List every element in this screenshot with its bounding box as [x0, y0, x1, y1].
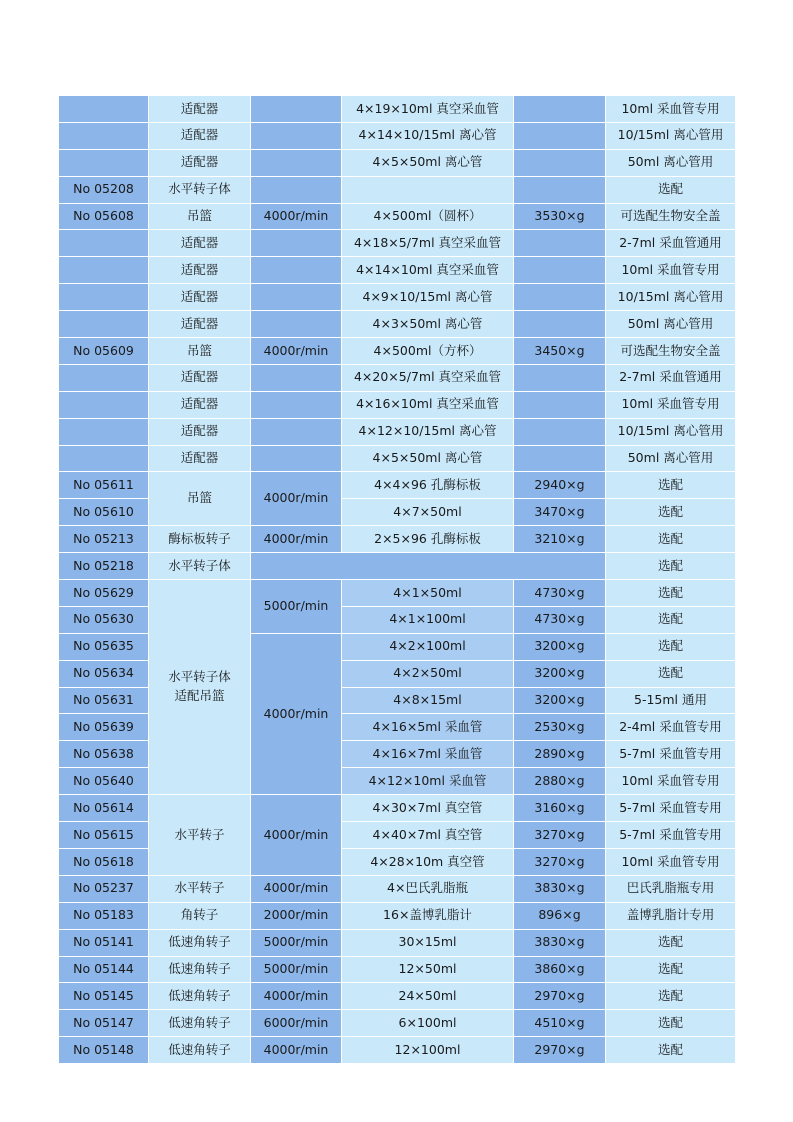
capacity-cell: 4×9×10/15ml 离心管	[342, 284, 514, 311]
capacity-cell: 4×1×50ml	[342, 580, 514, 607]
capacity-cell: 4×16×10ml 真空采血管	[342, 391, 514, 418]
capacity-cell: 4×12×10/15ml 离心管	[342, 418, 514, 445]
table-row	[59, 580, 736, 607]
capacity-cell: 4×5×50ml 离心管	[342, 149, 514, 176]
capacity-cell: 16×盖博乳脂计	[342, 902, 514, 929]
force-cell: 3270×g	[514, 822, 606, 849]
model-cell	[59, 364, 149, 391]
capacity-cell: 12×50ml	[342, 956, 514, 983]
force-cell	[514, 230, 606, 257]
capacity-cell: 4×1×100ml	[342, 606, 514, 633]
note-cell: 选配	[606, 176, 736, 203]
model-cell	[59, 149, 149, 176]
model-cell: No 05145	[59, 983, 149, 1010]
name-cell: 适配器	[149, 122, 251, 149]
model-cell: No 05614	[59, 795, 149, 822]
speed-cell: 4000r/min	[251, 203, 342, 230]
rotor-spec-table	[58, 95, 736, 1064]
note-cell: 选配	[606, 1010, 736, 1037]
model-cell: No 05631	[59, 687, 149, 714]
table-row	[59, 956, 736, 983]
name-cell: 水平转子体 适配吊篮	[149, 580, 251, 795]
capacity-cell: 4×2×50ml	[342, 660, 514, 687]
name-cell: 吊篮	[149, 472, 251, 526]
table-row	[59, 526, 736, 553]
note-cell: 10ml 采血管专用	[606, 768, 736, 795]
table-row	[59, 1037, 736, 1064]
speed-cell: 4000r/min	[251, 983, 342, 1010]
capacity-cell: 4×12×10ml 采血管	[342, 768, 514, 795]
table-row	[59, 795, 736, 822]
name-cell: 水平转子体	[149, 553, 251, 580]
capacity-cell: 4×14×10/15ml 离心管	[342, 122, 514, 149]
force-cell	[514, 122, 606, 149]
speed-cell	[251, 364, 342, 391]
table-row	[59, 338, 736, 365]
table-row	[59, 875, 736, 902]
note-cell: 10/15ml 离心管用	[606, 122, 736, 149]
force-cell: 3860×g	[514, 956, 606, 983]
model-cell	[59, 122, 149, 149]
model-cell: No 05618	[59, 848, 149, 875]
force-cell: 2940×g	[514, 472, 606, 499]
name-cell: 吊篮	[149, 338, 251, 365]
force-cell	[514, 391, 606, 418]
speed-cell: 4000r/min	[251, 526, 342, 553]
model-cell: No 05615	[59, 822, 149, 849]
model-cell: No 05208	[59, 176, 149, 203]
speed-cell: 5000r/min	[251, 929, 342, 956]
model-cell: No 05237	[59, 875, 149, 902]
table-row	[59, 929, 736, 956]
note-cell: 选配	[606, 956, 736, 983]
speed-cell: 6000r/min	[251, 1010, 342, 1037]
force-cell: 3270×g	[514, 848, 606, 875]
name-cell: 低速角转子	[149, 1010, 251, 1037]
force-cell	[514, 364, 606, 391]
force-cell: 4510×g	[514, 1010, 606, 1037]
note-cell: 选配	[606, 580, 736, 607]
capacity-cell: 4×3×50ml 离心管	[342, 311, 514, 338]
note-cell: 选配	[606, 472, 736, 499]
speed-cell: 4000r/min	[251, 1037, 342, 1064]
model-cell: No 05635	[59, 633, 149, 660]
capacity-cell: 4×16×7ml 采血管	[342, 741, 514, 768]
capacity-cell	[342, 176, 514, 203]
note-cell: 5-7ml 采血管专用	[606, 822, 736, 849]
speed-cell	[251, 445, 342, 472]
table-row	[59, 176, 736, 203]
table-row	[59, 472, 736, 499]
name-cell: 适配器	[149, 418, 251, 445]
force-cell	[514, 176, 606, 203]
force-cell: 3530×g	[514, 203, 606, 230]
name-cell: 适配器	[149, 230, 251, 257]
name-cell: 适配器	[149, 311, 251, 338]
note-cell: 选配	[606, 983, 736, 1010]
table-row	[59, 257, 736, 284]
model-cell	[59, 391, 149, 418]
speed-cell: 2000r/min	[251, 902, 342, 929]
force-cell	[514, 149, 606, 176]
model-cell	[59, 284, 149, 311]
model-cell	[59, 257, 149, 284]
force-cell: 3830×g	[514, 875, 606, 902]
force-cell	[514, 418, 606, 445]
model-cell: No 05148	[59, 1037, 149, 1064]
table-row	[59, 203, 736, 230]
note-cell: 盖博乳脂计专用	[606, 902, 736, 929]
note-cell: 50ml 离心管用	[606, 445, 736, 472]
force-cell: 2970×g	[514, 983, 606, 1010]
note-cell: 选配	[606, 633, 736, 660]
note-cell: 2-7ml 采血管通用	[606, 364, 736, 391]
note-cell: 10/15ml 离心管用	[606, 284, 736, 311]
capacity-cell: 4×18×5/7ml 真空采血管	[342, 230, 514, 257]
note-cell: 50ml 离心管用	[606, 149, 736, 176]
model-cell	[59, 96, 149, 123]
name-cell: 低速角转子	[149, 956, 251, 983]
force-cell	[514, 96, 606, 123]
table-row	[59, 284, 736, 311]
table-row	[59, 391, 736, 418]
note-cell: 选配	[606, 606, 736, 633]
model-cell: No 05610	[59, 499, 149, 526]
table-row	[59, 553, 736, 580]
name-cell: 适配器	[149, 257, 251, 284]
speed-cell	[251, 122, 342, 149]
name-cell: 适配器	[149, 149, 251, 176]
force-cell: 2890×g	[514, 741, 606, 768]
capacity-cell: 4×14×10ml 真空采血管	[342, 257, 514, 284]
model-cell: No 05640	[59, 768, 149, 795]
capacity-cell: 4×巴氏乳脂瓶	[342, 875, 514, 902]
capacity-cell: 30×15ml	[342, 929, 514, 956]
model-cell: No 05183	[59, 902, 149, 929]
capacity-cell: 4×500ml（圆杯）	[342, 203, 514, 230]
force-cell	[514, 445, 606, 472]
note-cell: 选配	[606, 526, 736, 553]
name-cell: 适配器	[149, 284, 251, 311]
capacity-cell: 4×30×7ml 真空管	[342, 795, 514, 822]
force-cell: 2530×g	[514, 714, 606, 741]
model-cell: No 05141	[59, 929, 149, 956]
model-cell	[59, 445, 149, 472]
model-cell: No 05638	[59, 741, 149, 768]
name-cell: 适配器	[149, 96, 251, 123]
capacity-cell: 4×2×100ml	[342, 633, 514, 660]
force-cell	[514, 284, 606, 311]
capacity-cell: 12×100ml	[342, 1037, 514, 1064]
model-cell: No 05608	[59, 203, 149, 230]
speed-cell	[251, 418, 342, 445]
speed-cell	[251, 230, 342, 257]
speed-cell	[251, 553, 606, 580]
speed-cell: 4000r/min	[251, 795, 342, 876]
model-cell: No 05144	[59, 956, 149, 983]
force-cell: 2970×g	[514, 1037, 606, 1064]
capacity-cell: 4×40×7ml 真空管	[342, 822, 514, 849]
force-cell	[514, 257, 606, 284]
capacity-cell: 4×500ml（方杯）	[342, 338, 514, 365]
speed-cell: 4000r/min	[251, 875, 342, 902]
capacity-cell: 4×20×5/7ml 真空采血管	[342, 364, 514, 391]
table-row	[59, 230, 736, 257]
table-row	[59, 96, 736, 123]
name-cell: 水平转子	[149, 795, 251, 876]
model-cell: No 05639	[59, 714, 149, 741]
model-cell	[59, 311, 149, 338]
force-cell: 3210×g	[514, 526, 606, 553]
note-cell: 选配	[606, 499, 736, 526]
note-cell: 10ml 采血管专用	[606, 257, 736, 284]
force-cell: 3200×g	[514, 633, 606, 660]
force-cell: 3200×g	[514, 687, 606, 714]
speed-cell	[251, 96, 342, 123]
capacity-cell: 24×50ml	[342, 983, 514, 1010]
model-cell: No 05218	[59, 553, 149, 580]
name-cell: 吊篮	[149, 203, 251, 230]
name-cell: 适配器	[149, 445, 251, 472]
note-cell: 选配	[606, 660, 736, 687]
model-cell: No 05213	[59, 526, 149, 553]
model-cell: No 05634	[59, 660, 149, 687]
model-cell: No 05630	[59, 606, 149, 633]
name-cell: 低速角转子	[149, 1037, 251, 1064]
force-cell: 896×g	[514, 902, 606, 929]
model-cell	[59, 230, 149, 257]
speed-cell	[251, 391, 342, 418]
table-row	[59, 149, 736, 176]
model-cell: No 05611	[59, 472, 149, 499]
table-row	[59, 122, 736, 149]
name-cell: 适配器	[149, 364, 251, 391]
note-cell: 50ml 离心管用	[606, 311, 736, 338]
note-cell: 可选配生物安全盖	[606, 338, 736, 365]
capacity-cell: 4×7×50ml	[342, 499, 514, 526]
force-cell	[514, 311, 606, 338]
table-row	[59, 445, 736, 472]
capacity-cell: 4×5×50ml 离心管	[342, 445, 514, 472]
speed-cell	[251, 149, 342, 176]
model-cell	[59, 418, 149, 445]
force-cell: 3200×g	[514, 660, 606, 687]
note-cell: 2-7ml 采血管通用	[606, 230, 736, 257]
note-cell: 可选配生物安全盖	[606, 203, 736, 230]
capacity-cell: 4×8×15ml	[342, 687, 514, 714]
capacity-cell: 4×19×10ml 真空采血管	[342, 96, 514, 123]
speed-cell: 4000r/min	[251, 338, 342, 365]
name-cell: 低速角转子	[149, 983, 251, 1010]
speed-cell: 5000r/min	[251, 956, 342, 983]
note-cell: 10ml 采血管专用	[606, 96, 736, 123]
table-row	[59, 983, 736, 1010]
model-cell: No 05629	[59, 580, 149, 607]
speed-cell	[251, 176, 342, 203]
capacity-cell: 4×4×96 孔酶标板	[342, 472, 514, 499]
capacity-cell: 4×28×10m 真空管	[342, 848, 514, 875]
speed-cell: 4000r/min	[251, 633, 342, 794]
note-cell: 5-7ml 采血管专用	[606, 741, 736, 768]
speed-cell	[251, 257, 342, 284]
force-cell: 3830×g	[514, 929, 606, 956]
speed-cell	[251, 311, 342, 338]
note-cell: 10ml 采血管专用	[606, 391, 736, 418]
capacity-cell: 4×16×5ml 采血管	[342, 714, 514, 741]
table-row	[59, 364, 736, 391]
note-cell: 选配	[606, 929, 736, 956]
force-cell: 3470×g	[514, 499, 606, 526]
model-cell: No 05147	[59, 1010, 149, 1037]
name-cell: 水平转子体	[149, 176, 251, 203]
force-cell: 3160×g	[514, 795, 606, 822]
note-cell: 5-7ml 采血管专用	[606, 795, 736, 822]
note-cell: 巴氏乳脂瓶专用	[606, 875, 736, 902]
table-row	[59, 1010, 736, 1037]
capacity-cell: 2×5×96 孔酶标板	[342, 526, 514, 553]
table-row	[59, 418, 736, 445]
force-cell: 2880×g	[514, 768, 606, 795]
name-cell: 适配器	[149, 391, 251, 418]
name-cell: 低速角转子	[149, 929, 251, 956]
force-cell: 3450×g	[514, 338, 606, 365]
table-row	[59, 311, 736, 338]
table-row	[59, 902, 736, 929]
note-cell: 10/15ml 离心管用	[606, 418, 736, 445]
note-cell: 2-4ml 采血管专用	[606, 714, 736, 741]
note-cell: 选配	[606, 1037, 736, 1064]
force-cell: 4730×g	[514, 606, 606, 633]
name-cell: 水平转子	[149, 875, 251, 902]
name-cell: 角转子	[149, 902, 251, 929]
note-cell: 5-15ml 通用	[606, 687, 736, 714]
capacity-cell: 6×100ml	[342, 1010, 514, 1037]
speed-cell: 4000r/min	[251, 472, 342, 526]
table-body	[59, 96, 736, 1064]
model-cell: No 05609	[59, 338, 149, 365]
note-cell: 10ml 采血管专用	[606, 848, 736, 875]
speed-cell: 5000r/min	[251, 580, 342, 634]
name-cell: 酶标板转子	[149, 526, 251, 553]
speed-cell	[251, 284, 342, 311]
note-cell: 选配	[606, 553, 736, 580]
force-cell: 4730×g	[514, 580, 606, 607]
